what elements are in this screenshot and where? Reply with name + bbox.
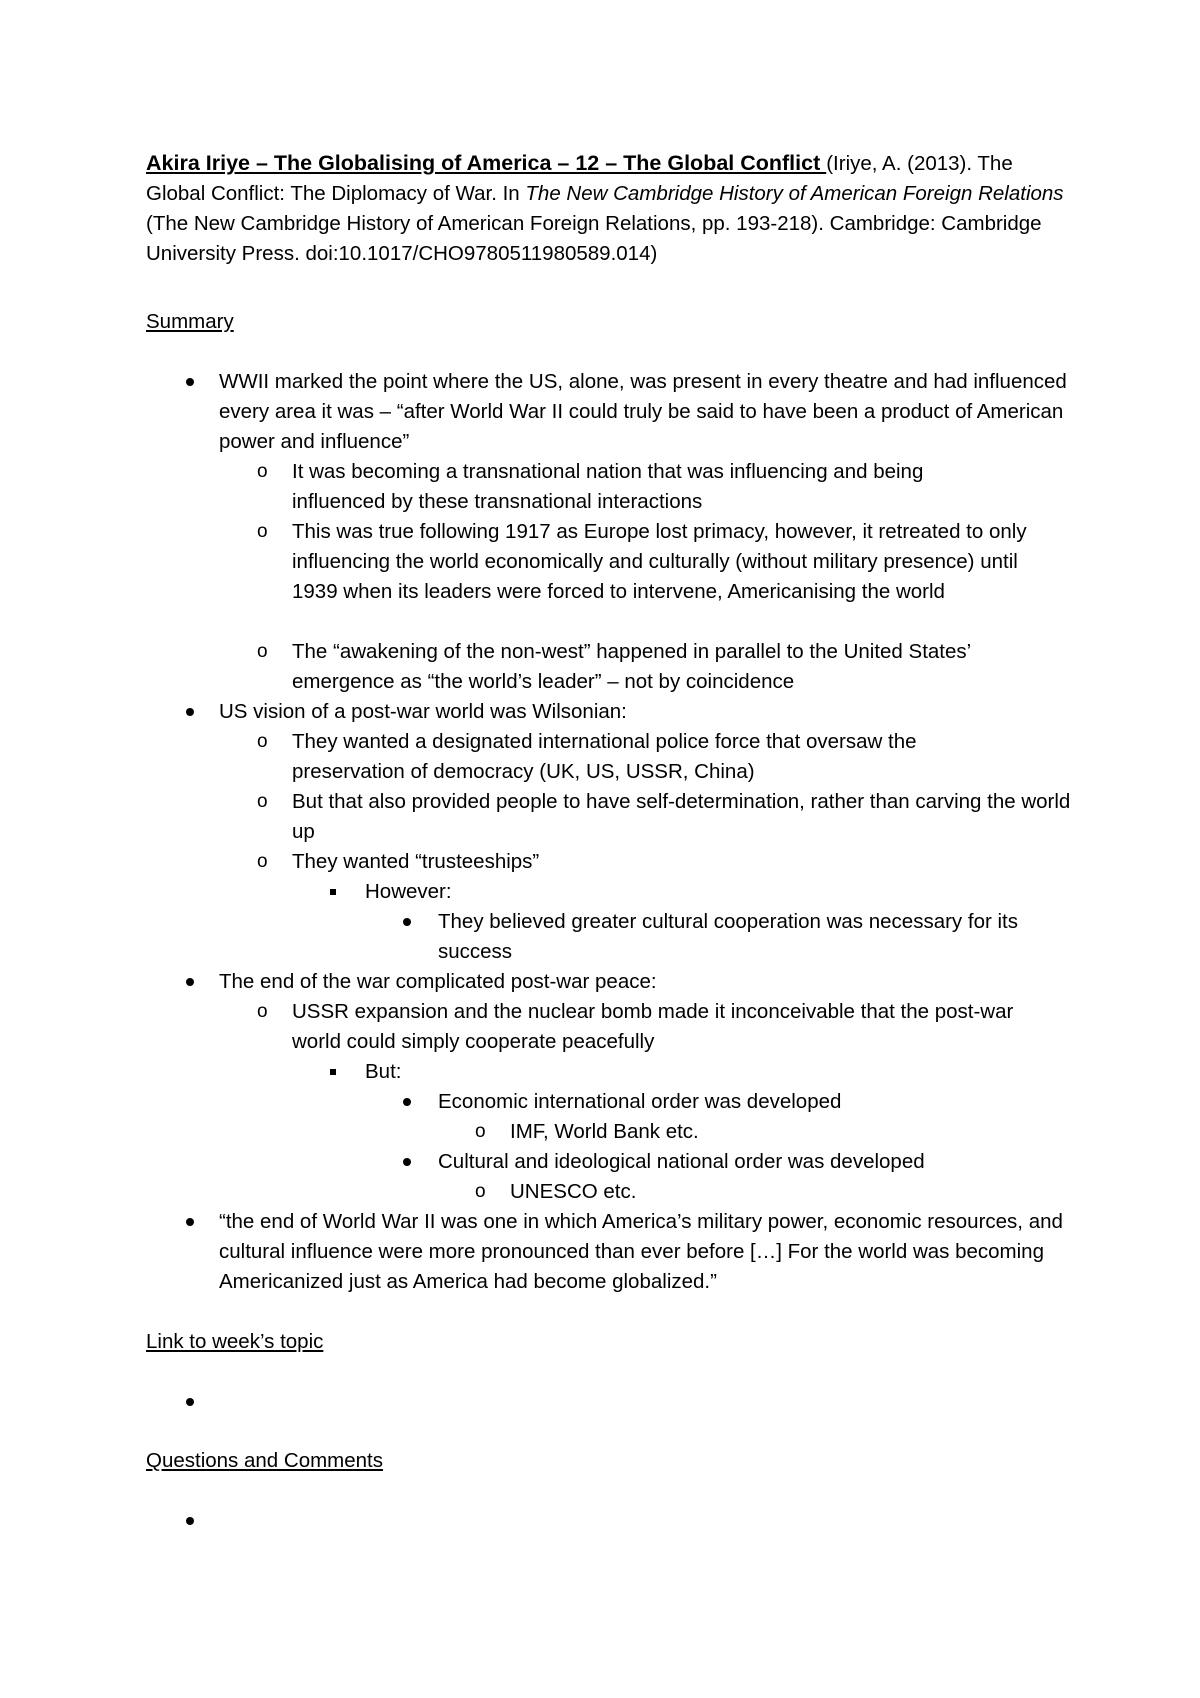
list-item: US vision of a post-war world was Wilsonian: [219, 700, 627, 723]
circle-bullet-icon: o [257, 521, 268, 542]
circle-bullet-icon: o [257, 851, 268, 872]
citation-part-1: (Iriye, A. (2013). The Global Conflict: The Diplomacy of War. In [146, 152, 1013, 205]
list-item: They wanted “trusteeships” [292, 850, 540, 873]
reference-header [146, 148, 1076, 269]
citation-book-title: The New Cambridge History of American Foreign Relations [525, 182, 1064, 205]
circle-bullet-icon: o [257, 731, 268, 752]
summary-heading: Summary [146, 310, 234, 333]
list-item: This was true following 1917 as Europe lost primacy, however, it retreated to only influencing the world economically and culturally (without military presence) until 1939 when its leaders were forced to intervene, Americanising the world [292, 520, 1027, 603]
list-item: They believed greater cultural cooperation was necessary for its success [438, 910, 1018, 963]
document-title: Akira Iriye – The Globalising of America – 12 – The Global Conflict [146, 151, 827, 175]
list-item: But that also provided people to have self-determination, rather than carving the world up [292, 790, 1071, 843]
list-item: USSR expansion and the nuclear bomb made it inconceivable that the post-war world could simply cooperate peacefully [292, 1000, 1014, 1053]
circle-bullet-icon: o [257, 461, 268, 482]
list-item: UNESCO etc. [510, 1180, 637, 1203]
list-item: It was becoming a transnational nation that was influencing and being influenced by these transnational interactions [292, 460, 924, 513]
circle-bullet-icon: o [475, 1181, 486, 1202]
list-item: The “awakening of the non-west” happened in parallel to the United States’ emergence as “the world’s leader” – not by coincidence [292, 640, 971, 693]
circle-bullet-icon: o [257, 1001, 268, 1022]
circle-bullet-icon: o [257, 791, 268, 812]
link-heading: Link to week’s topic [146, 1330, 324, 1353]
list-item: The end of the war complicated post-war peace: [219, 970, 657, 993]
list-item: WWII marked the point where the US, alone, was present in every theatre and had influenced every area it was – “after World War II could truly be said to have been a product of American power and influence” [219, 370, 1067, 453]
list-item: “the end of World War II was one in which America’s military power, economic resources, and cultural influence were more pronounced than ever before […] For the world was becoming Americanized just as America had become globalized.” [219, 1210, 1063, 1293]
list-item: Cultural and ideological national order was developed [438, 1150, 925, 1173]
circle-bullet-icon: o [475, 1121, 486, 1142]
list-item: IMF, World Bank etc. [510, 1120, 699, 1143]
citation-part-2: (The New Cambridge History of American Foreign Relations, pp. 193-218). Cambridge: Cambridge University Press. doi:10.1017/CHO9780511980589.014) [146, 212, 1042, 265]
circle-bullet-icon: o [257, 641, 268, 662]
list-item: But: [365, 1060, 402, 1083]
list-item: They wanted a designated international police force that oversaw the preservation of democracy (UK, US, USSR, China) [292, 730, 917, 783]
list-item: Economic international order was developed [438, 1090, 842, 1113]
list-item: However: [365, 880, 452, 903]
questions-heading: Questions and Comments [146, 1449, 384, 1472]
